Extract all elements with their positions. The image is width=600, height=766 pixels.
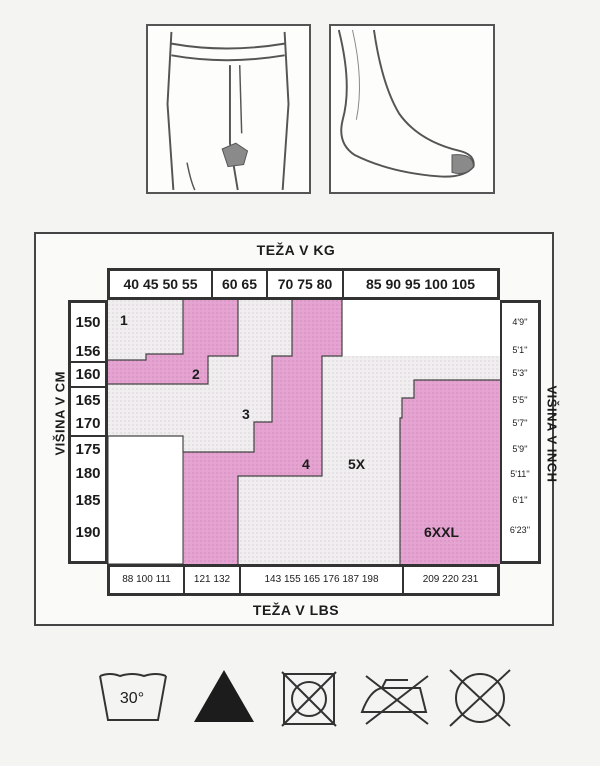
cm-value: 175 bbox=[75, 441, 101, 458]
wash-30-icon bbox=[96, 668, 176, 728]
size-label-3: 3 bbox=[242, 406, 250, 422]
wash-temperature: 30° bbox=[119, 690, 145, 707]
kg-group: 40 45 50 55 bbox=[110, 271, 213, 297]
lbs-group: 121 132 bbox=[185, 567, 241, 593]
inch-value: 5'9'' bbox=[512, 444, 528, 454]
inch-value: 5'7'' bbox=[512, 418, 528, 428]
cm-value: 165 bbox=[75, 392, 101, 409]
lbs-group: 88 100 111 bbox=[110, 567, 185, 593]
weight-kg-title: TEŽA V KG bbox=[256, 242, 336, 258]
foot-illustration bbox=[329, 24, 495, 194]
inch-value: 5'1'' bbox=[512, 345, 528, 355]
size-label-6xxl: 6XXL bbox=[424, 524, 460, 540]
cm-separator bbox=[71, 435, 105, 437]
height-cm-title: VIŠINA V CM bbox=[52, 371, 68, 456]
cm-separator bbox=[71, 361, 105, 363]
inch-value: 5'3'' bbox=[512, 368, 528, 378]
height-cm-column bbox=[68, 300, 108, 564]
care-symbols bbox=[96, 668, 516, 728]
no-iron-icon bbox=[358, 668, 438, 728]
bleach-triangle-icon bbox=[188, 668, 268, 728]
weight-lbs-title: TEŽA V LBS bbox=[252, 602, 340, 618]
inch-value: 4'9'' bbox=[512, 317, 528, 327]
cm-value: 170 bbox=[75, 415, 101, 432]
inch-value: 6'23'' bbox=[509, 525, 531, 535]
inch-value: 5'11'' bbox=[510, 469, 530, 479]
weight-kg-row bbox=[107, 268, 500, 300]
lbs-group: 209 220 231 bbox=[422, 574, 479, 585]
lbs-group: 143 155 165 176 187 198 bbox=[241, 567, 404, 593]
height-inch-title: VIŠINA V INCH bbox=[544, 385, 560, 483]
cm-value: 190 bbox=[75, 524, 101, 541]
inch-value: 5'5'' bbox=[512, 395, 528, 405]
tights-illustration bbox=[146, 24, 311, 194]
size-label-5x: 5X bbox=[348, 456, 366, 472]
size-label-1: 1 bbox=[120, 312, 128, 328]
cm-value: 150 bbox=[75, 314, 101, 331]
cm-value: 156 bbox=[75, 343, 101, 360]
cm-separator bbox=[71, 386, 105, 388]
size-zone-1 bbox=[108, 300, 183, 360]
foot-drawing bbox=[331, 26, 493, 192]
kg-group: 70 75 80 bbox=[268, 271, 344, 297]
size-label-2: 2 bbox=[192, 366, 200, 382]
cm-value: 160 bbox=[75, 366, 101, 383]
cm-value: 185 bbox=[75, 492, 101, 509]
kg-group: 85 90 95 100 105 bbox=[366, 276, 475, 292]
legs-drawing bbox=[148, 26, 309, 192]
weight-lbs-row bbox=[107, 564, 500, 596]
size-label-4: 4 bbox=[302, 456, 310, 472]
no-tumble-dry-icon bbox=[274, 668, 354, 728]
cm-value: 180 bbox=[75, 465, 101, 482]
size-chart bbox=[34, 232, 560, 626]
no-dry-clean-icon bbox=[444, 668, 524, 728]
height-inch-column bbox=[499, 300, 541, 564]
kg-group: 60 65 bbox=[213, 271, 268, 297]
inch-value: 6'1'' bbox=[512, 495, 528, 505]
